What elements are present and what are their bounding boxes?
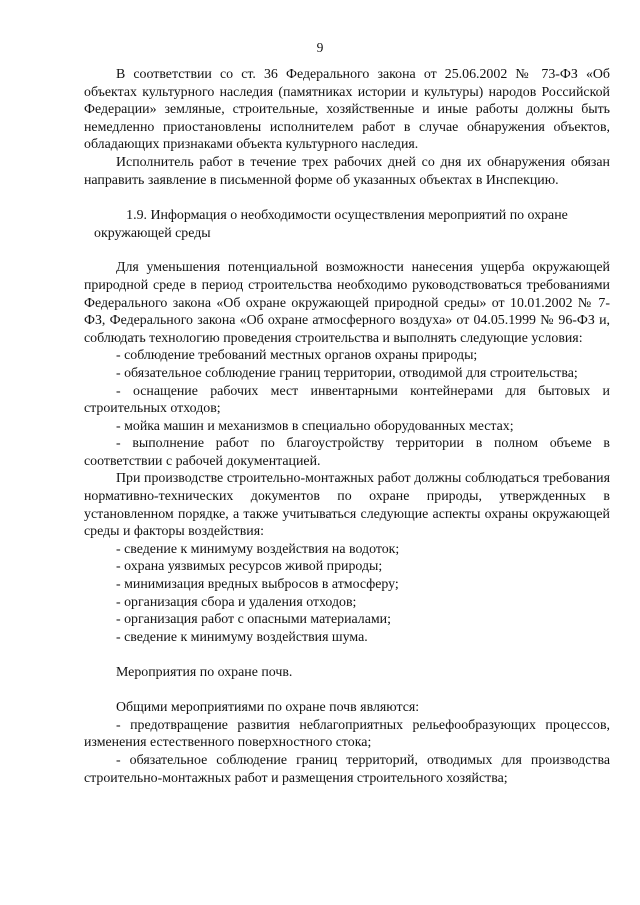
paragraph-soil-intro: Общими мероприятиями по охране почв являются: bbox=[116, 700, 420, 716]
list-item-condition: - обязательное соблюдение границ территории, отводимой для строительства; bbox=[116, 365, 578, 381]
paragraph-construction-requirements: При производстве строительно-монтажных работ должны соблюдаться требования нормативно-технических документов по охране природы, утвержденных в установленном порядке, а также учитываться следующие аспекты охраны окружающей среды и факторы воздействия: bbox=[84, 471, 610, 540]
spacer bbox=[84, 646, 610, 664]
list-item-condition: - мойка машин и механизмов в специально оборудованных местах; bbox=[116, 418, 514, 434]
spacer bbox=[84, 682, 610, 700]
paragraph-cultural-heritage: В соответствии со ст. 36 Федерального закона от 25.06.2002 № 73-ФЗ «Об объектах культурного наследия (памятниках истории и культуры) народов Российской Федерации» земляные, строительные, хозяйственные и иные работы должны быть немедленно приостановлены исполнителем работ в случае обнаружения объектов, обладающих признаками объекта культурного наследия. bbox=[84, 67, 610, 153]
list-item-aspect: - организация сбора и удаления отходов; bbox=[116, 594, 357, 610]
list-item-condition: - оснащение рабочих мест инвентарными контейнерами для бытовых и строительных отходов; bbox=[84, 383, 610, 417]
list-item-condition: - соблюдение требований местных органов охраны природы; bbox=[116, 348, 478, 364]
page-number: 9 bbox=[316, 40, 324, 55]
section-heading: 1.9. Информация о необходимости осуществления мероприятий по охране окружающей среды bbox=[94, 208, 568, 241]
list-item-condition: - выполнение работ по благоустройству территории в полном объеме в соответствии с рабочей документацией. bbox=[84, 436, 610, 469]
document-body bbox=[84, 66, 610, 787]
paragraph-environment-intro: Для уменьшения потенциальной возможности нанесения ущерба окружающей природной среде в период строительства необходимо руководствоваться требованиями Федерального закона «Об охране окружающей природной среды» от 10.01.2002 № 7-ФЗ, Федерального закона «Об охране атмосферного воздуха» от 04.05.1999 № 96-ФЗ и, соблюдать технологию проведения строительства и выполнять следующие условия: bbox=[84, 260, 610, 346]
list-item-aspect: - организация работ с опасными материалами; bbox=[116, 612, 391, 628]
list-item-aspect: - сведение к минимуму воздействия шума. bbox=[116, 629, 368, 645]
list-item-soil-measure: - обязательное соблюдение границ территорий, отводимых для производства строительно-монтажных работ и размещения строительного хозяйства; bbox=[84, 752, 610, 786]
list-item-aspect: - минимизация вредных выбросов в атмосферу; bbox=[116, 577, 399, 593]
soil-subheading: Мероприятия по охране почв. bbox=[116, 665, 293, 680]
list-item-aspect: - охрана уязвимых ресурсов живой природы; bbox=[116, 559, 383, 575]
list-item-soil-measure: - предотвращение развития неблагоприятных рельефообразующих процессов, изменения естественного поверхностного стока; bbox=[84, 717, 610, 751]
list-item-aspect: - сведение к минимуму воздействия на водоток; bbox=[116, 541, 400, 557]
paragraph-contractor-notice: Исполнитель работ в течение трех рабочих дней со дня их обнаружения обязан направить заявление в письменной форме об указанных объектах в Инспекцию. bbox=[84, 154, 610, 188]
